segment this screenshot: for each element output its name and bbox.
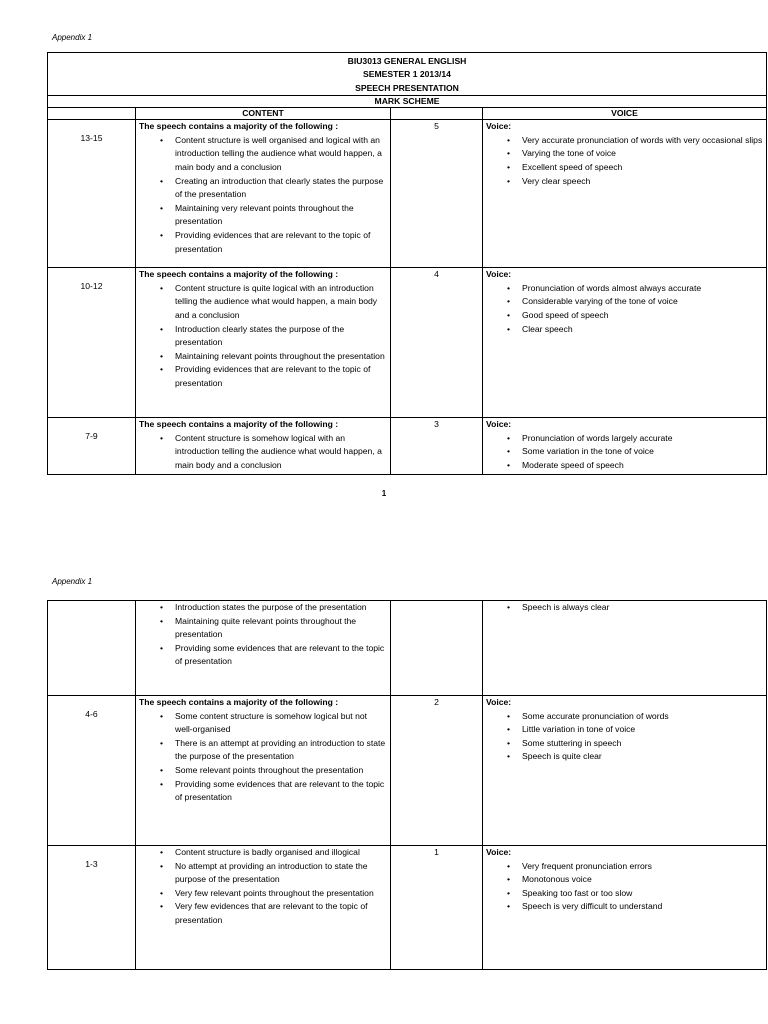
list-item: • Moderate speed of speech bbox=[522, 459, 763, 473]
list-item: • Speaking too fast or too slow bbox=[522, 887, 763, 901]
appendix-label: Appendix 1 bbox=[52, 33, 93, 42]
list-item: • Good speed of speech bbox=[522, 309, 763, 323]
column-header-voice: VOICE bbox=[483, 108, 767, 120]
list-item: • Creating an introduction that clearly states the purpose of the presentation bbox=[175, 175, 387, 202]
list-item: • Maintaining very relevant points throughout the presentation bbox=[175, 202, 387, 229]
voice-list bbox=[486, 601, 763, 615]
appendix-label: Appendix 1 bbox=[52, 577, 93, 586]
list-item: • Little variation in tone of voice bbox=[522, 723, 763, 737]
list-item: • Content structure is quite logical with an introduction telling the audience what would happen, a main body and a conclusion bbox=[175, 282, 387, 323]
column-header-band bbox=[48, 108, 136, 120]
list-item: • Very few relevant points throughout the presentation bbox=[175, 887, 387, 901]
band-cell: 4-6 bbox=[48, 696, 136, 846]
list-item: • Introduction clearly states the purpose of the presentation bbox=[175, 323, 387, 350]
list-item: • Monotonous voice bbox=[522, 873, 763, 887]
list-item: • Content structure is somehow logical with an introduction telling the audience what would happen, a main body and a conclusion bbox=[175, 432, 387, 473]
list-item: • Providing some evidences that are relevant to the topic of presentation bbox=[175, 778, 387, 805]
list-item: • Excellent speed of speech bbox=[522, 161, 763, 175]
content-list bbox=[139, 134, 387, 256]
list-item: • Content structure is badly organised and illogical bbox=[175, 846, 387, 860]
list-item: • Introduction states the purpose of the presentation bbox=[175, 601, 387, 615]
content-lead: The speech contains a majority of the following : bbox=[139, 269, 339, 280]
voice-title: Voice: bbox=[486, 121, 512, 132]
band-cell: 13-15 bbox=[48, 120, 136, 268]
score-cell: 3 bbox=[391, 418, 483, 475]
content-list bbox=[139, 710, 387, 805]
voice-list bbox=[486, 710, 763, 764]
voice-cell bbox=[483, 268, 767, 418]
list-item: • No attempt at providing an introduction to state the purpose of the presentation bbox=[175, 860, 387, 887]
voice-title: Voice: bbox=[486, 269, 512, 280]
content-cell bbox=[136, 120, 391, 268]
list-item: • Some content structure is somehow logical but not well-organised bbox=[175, 710, 387, 737]
band-cell bbox=[48, 601, 136, 696]
voice-list bbox=[486, 282, 763, 336]
voice-cell bbox=[483, 601, 767, 696]
list-item: • Clear speech bbox=[522, 323, 763, 337]
content-lead: The speech contains a majority of the following : bbox=[139, 419, 339, 430]
page-number: 1 bbox=[381, 489, 387, 498]
score-cell: 5 bbox=[391, 120, 483, 268]
mark-scheme-row bbox=[48, 96, 767, 108]
score-cell: 4 bbox=[391, 268, 483, 418]
content-cell bbox=[136, 268, 391, 418]
voice-cell bbox=[483, 418, 767, 475]
table-row bbox=[48, 846, 767, 970]
list-item: • Pronunciation of words largely accurate bbox=[522, 432, 763, 446]
content-cell bbox=[136, 846, 391, 970]
voice-list bbox=[486, 432, 763, 473]
column-header-score bbox=[391, 108, 483, 120]
score-cell: 1 bbox=[391, 846, 483, 970]
content-cell bbox=[136, 418, 391, 475]
list-item: • Speech is quite clear bbox=[522, 750, 763, 764]
voice-list bbox=[486, 134, 763, 188]
list-item: • Pronunciation of words almost always accurate bbox=[522, 282, 763, 296]
content-cell bbox=[136, 696, 391, 846]
list-item: • Some accurate pronunciation of words bbox=[522, 710, 763, 724]
score-cell bbox=[391, 601, 483, 696]
column-header-content: CONTENT bbox=[136, 108, 391, 120]
content-lead: The speech contains a majority of the following : bbox=[139, 697, 339, 707]
table-title-row bbox=[48, 53, 767, 96]
list-item: • Speech is always clear bbox=[522, 601, 763, 615]
list-item: • Varying the tone of voice bbox=[522, 147, 763, 161]
list-item: • Some stuttering in speech bbox=[522, 737, 763, 751]
list-item: • Some relevant points throughout the presentation bbox=[175, 764, 387, 778]
voice-cell bbox=[483, 846, 767, 970]
content-lead: The speech contains a majority of the following : bbox=[139, 121, 339, 132]
voice-title: Voice: bbox=[486, 847, 512, 857]
list-item: • Maintaining relevant points throughout the presentation bbox=[175, 350, 387, 364]
list-item: • Providing some evidences that are relevant to the topic of presentation bbox=[175, 642, 387, 669]
voice-cell bbox=[483, 120, 767, 268]
content-list bbox=[139, 846, 387, 928]
table-row bbox=[48, 268, 767, 418]
course-title: BIU3013 GENERAL ENGLISH bbox=[347, 56, 467, 66]
band-cell: 7-9 bbox=[48, 418, 136, 475]
content-list bbox=[139, 282, 387, 391]
table-row bbox=[48, 601, 767, 696]
mark-scheme-heading: MARK SCHEME bbox=[48, 96, 767, 108]
list-item: • Content structure is well organised and logical with an introduction telling the audience what would happen, a main body and a conclusion bbox=[175, 134, 387, 175]
content-list bbox=[139, 432, 387, 473]
list-item: • Some variation in the tone of voice bbox=[522, 445, 763, 459]
list-item: • Providing evidences that are relevant to the topic of presentation bbox=[175, 363, 387, 390]
content-cell bbox=[136, 601, 391, 696]
voice-title: Voice: bbox=[486, 419, 512, 430]
mark-scheme-table-continued bbox=[47, 600, 767, 970]
list-item: • Providing evidences that are relevant to the topic of presentation bbox=[175, 229, 387, 256]
band-cell: 1-3 bbox=[48, 846, 136, 970]
assessment-title: SPEECH PRESENTATION bbox=[355, 82, 459, 93]
list-item: • Very few evidences that are relevant to the topic of presentation bbox=[175, 900, 387, 927]
list-item: • There is an attempt at providing an introduction to state the purpose of the presentation bbox=[175, 737, 387, 764]
list-item: • Speech is very difficult to understand bbox=[522, 900, 763, 914]
list-item: • Maintaining quite relevant points throughout the presentation bbox=[175, 615, 387, 642]
table-row bbox=[48, 696, 767, 846]
mark-scheme-table bbox=[47, 52, 767, 475]
list-item: • Very frequent pronunciation errors bbox=[522, 860, 763, 874]
list-item: • Very clear speech bbox=[522, 175, 763, 189]
band-cell: 10-12 bbox=[48, 268, 136, 418]
score-cell: 2 bbox=[391, 696, 483, 846]
table-row bbox=[48, 418, 767, 475]
content-list bbox=[139, 601, 387, 669]
list-item: • Very accurate pronunciation of words with very occasional slips bbox=[522, 134, 763, 148]
voice-list bbox=[486, 860, 763, 914]
voice-title: Voice: bbox=[486, 697, 512, 707]
voice-cell bbox=[483, 696, 767, 846]
table-row bbox=[48, 120, 767, 268]
semester-title: SEMESTER 1 2013/14 bbox=[363, 69, 451, 80]
list-item: • Considerable varying of the tone of voice bbox=[522, 295, 763, 309]
column-header-row bbox=[48, 108, 767, 120]
